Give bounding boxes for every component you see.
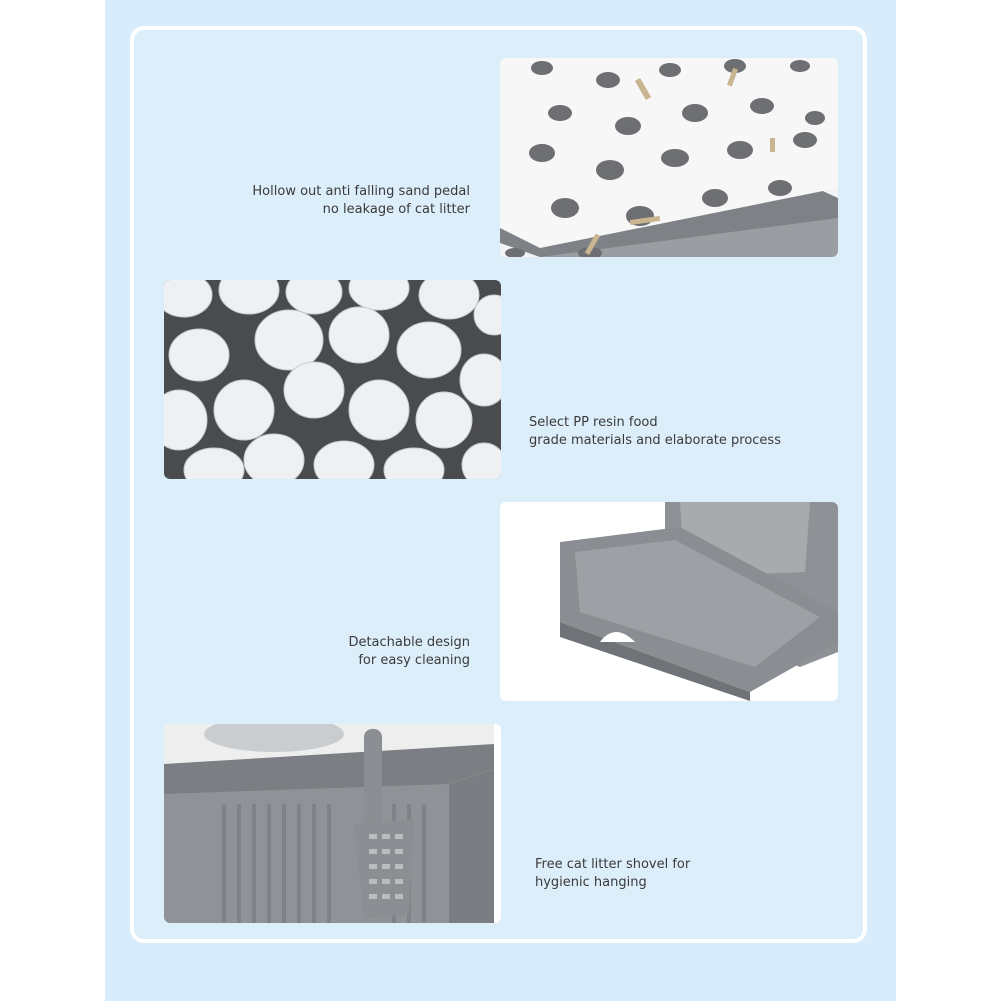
resin-photo	[164, 280, 501, 479]
feature-3-line-2: for easy cleaning	[358, 653, 470, 668]
drawer-photo	[500, 502, 838, 701]
pedal-image	[500, 58, 838, 257]
feature-3-caption	[348, 634, 470, 670]
feature-2-line-2: grade materials and elaborate process	[529, 433, 781, 448]
drawer-image	[500, 502, 838, 701]
feature-3-line-1: Detachable design	[348, 635, 470, 650]
pedal-photo	[500, 58, 838, 257]
resin-pellets-image	[164, 280, 501, 479]
feature-2-line-1: Select PP resin food	[529, 415, 658, 430]
feature-4-line-2: hygienic hanging	[535, 875, 647, 890]
feature-4-caption	[535, 856, 690, 892]
feature-1-line-1: Hollow out anti falling sand pedal	[252, 184, 470, 199]
shovel-image	[164, 724, 501, 923]
feature-4-line-1: Free cat litter shovel for	[535, 857, 691, 872]
feature-1-caption	[252, 183, 470, 219]
feature-1-line-2: no leakage of cat litter	[322, 202, 470, 217]
shovel-photo	[164, 724, 501, 923]
feature-2-caption	[529, 414, 781, 450]
